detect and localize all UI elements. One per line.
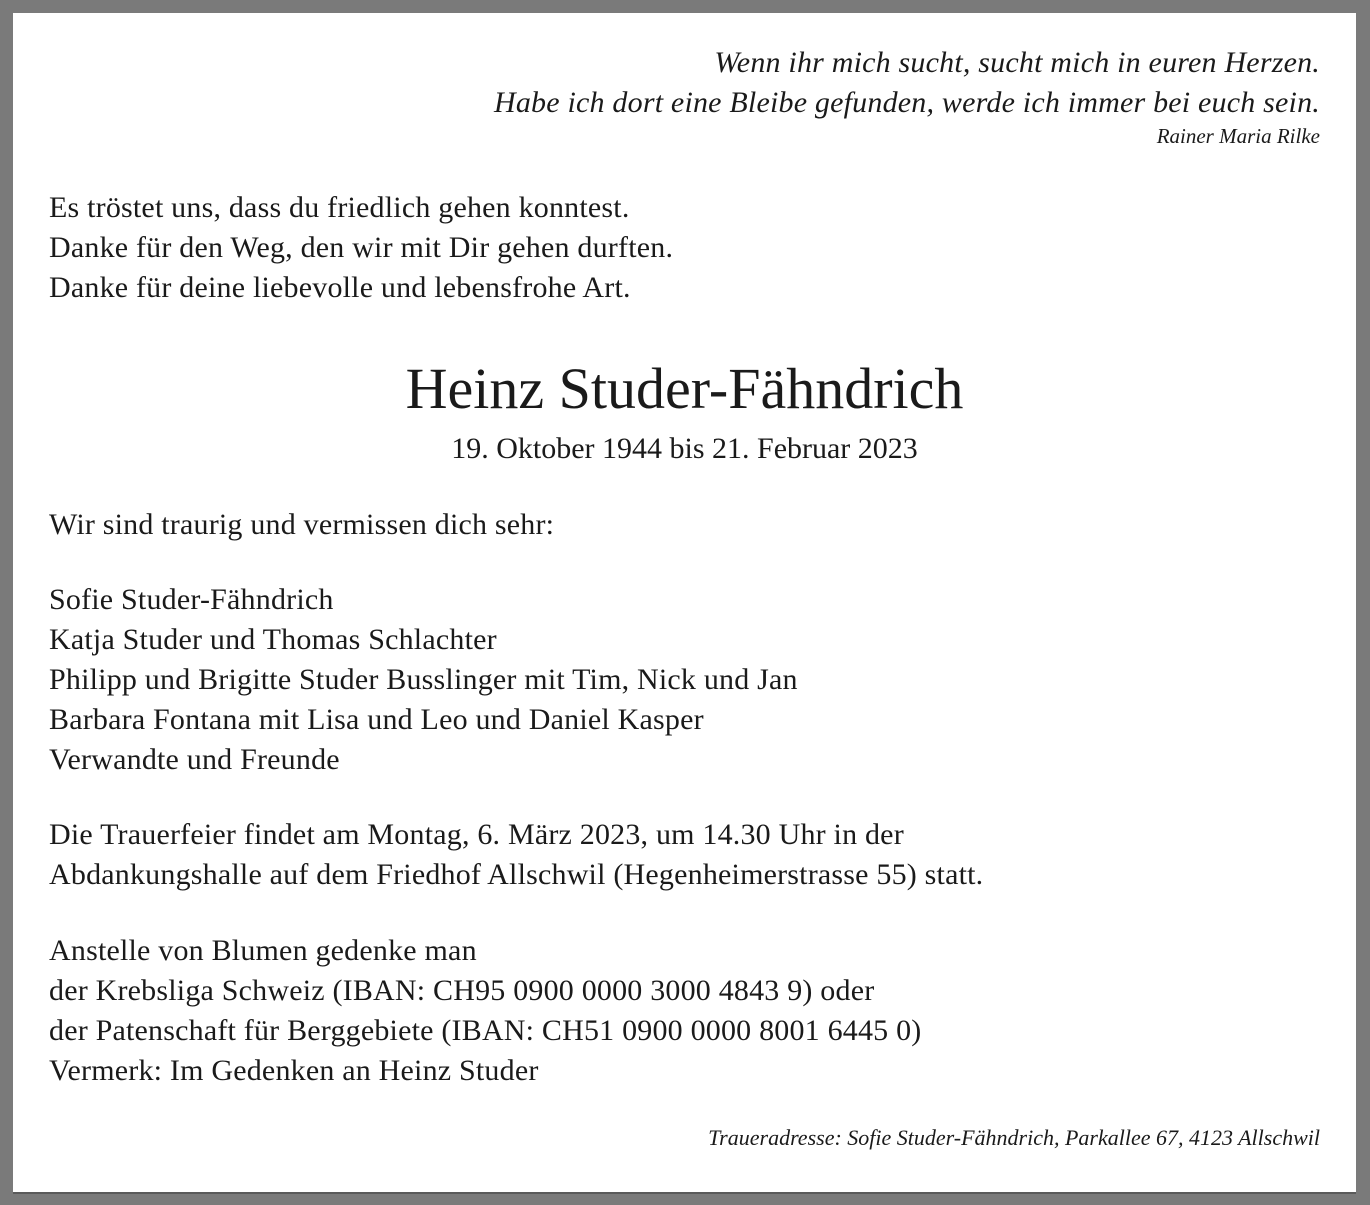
consolation-text (49, 188, 673, 308)
donation-info (49, 931, 921, 1091)
consolation-line: Danke für deine liebevolle und lebensfrohe Art. (49, 271, 631, 304)
deceased-name: Heinz Studer-Fähndrich (405, 356, 964, 421)
mourners-list (49, 580, 798, 780)
consolation-line: Es tröstet uns, dass du friedlich gehen konntest. (49, 191, 630, 224)
mourner-entry: Sofie Studer-Fähndrich (49, 583, 334, 616)
motto-author: Rainer Maria Rilke (1156, 124, 1320, 148)
life-dates: 19. Oktober 1944 bis 21. Februar 2023 (451, 432, 918, 465)
mourning-address: Traueradresse: Sofie Studer-Fähndrich, Parkallee 67, 4123 Allschwil (708, 1125, 1320, 1150)
motto-line: Habe ich dort eine Bleibe gefunden, werde ich immer bei euch sein. (493, 86, 1320, 119)
ceremony-line: Abdankungshalle auf dem Friedhof Allschwil (Hegenheimerstrasse 55) statt. (49, 858, 984, 891)
intro-line: Wir sind traurig und vermissen dich sehr: (49, 508, 555, 541)
ceremony-line: Die Trauerfeier findet am Montag, 6. März 2023, um 14.30 Uhr in der (49, 818, 904, 851)
obituary-notice (13, 13, 1356, 1192)
mourner-entry: Verwandte und Freunde (49, 743, 340, 776)
intro-text (49, 505, 554, 545)
donation-line: der Krebsliga Schweiz (IBAN: CH95 0900 0000 3000 4843 9) oder (49, 974, 875, 1007)
bottom-divider (13, 1192, 1356, 1194)
motto-quote (494, 43, 1320, 149)
donation-line: der Patenschaft für Berggebiete (IBAN: CH51 0900 0000 8001 6445 0) (49, 1014, 922, 1047)
mourner-entry: Barbara Fontana mit Lisa und Leo und Daniel Kasper (49, 703, 704, 736)
donation-line: Vermerk: Im Gedenken an Heinz Studer (49, 1054, 539, 1087)
motto-line: Wenn ihr mich sucht, sucht mich in euren Herzen. (714, 46, 1320, 79)
ceremony-info (49, 815, 983, 895)
mourner-entry: Philipp und Brigitte Studer Busslinger mit Tim, Nick und Jan (49, 663, 798, 696)
mourner-entry: Katja Studer und Thomas Schlachter (49, 623, 497, 656)
donation-line: Anstelle von Blumen gedenke man (49, 934, 477, 967)
consolation-line: Danke für den Weg, den wir mit Dir gehen durften. (49, 231, 674, 264)
